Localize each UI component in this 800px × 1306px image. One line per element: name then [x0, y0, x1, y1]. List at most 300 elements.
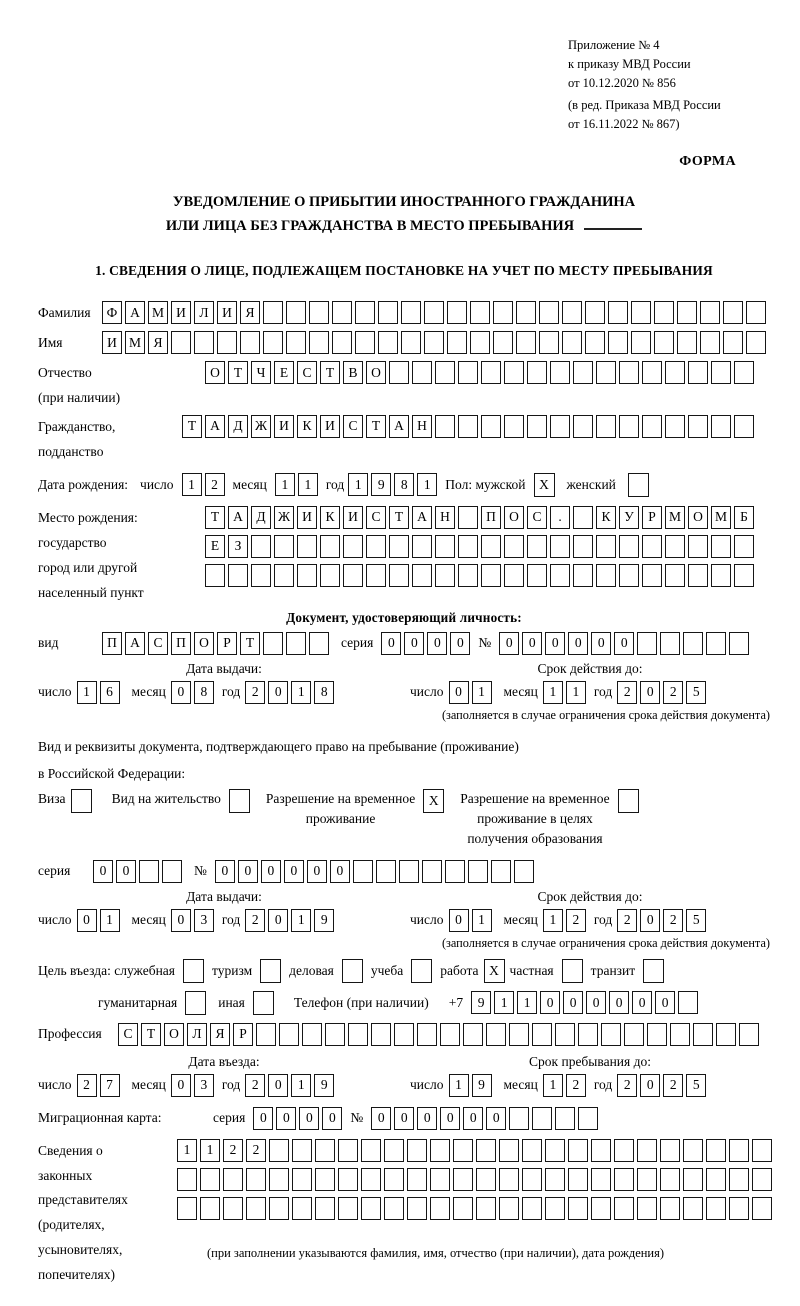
- char-cell[interactable]: [269, 1139, 289, 1162]
- char-cell[interactable]: [596, 564, 616, 587]
- char-cell[interactable]: 0: [640, 681, 660, 704]
- char-cell[interactable]: [527, 361, 547, 384]
- char-cell[interactable]: 0: [381, 632, 401, 655]
- char-cell[interactable]: [591, 1197, 611, 1220]
- char-cell[interactable]: [637, 1139, 657, 1162]
- char-cell[interactable]: [309, 632, 329, 655]
- char-cell[interactable]: 2: [617, 909, 637, 932]
- char-cell[interactable]: [723, 331, 743, 354]
- char-cell[interactable]: 0: [77, 909, 97, 932]
- char-cell[interactable]: [292, 1168, 312, 1191]
- char-cell[interactable]: [532, 1023, 552, 1046]
- char-cell[interactable]: [504, 535, 524, 558]
- char-cell[interactable]: [256, 1023, 276, 1046]
- char-cell[interactable]: [578, 1023, 598, 1046]
- char-cell[interactable]: [320, 535, 340, 558]
- char-cell[interactable]: П: [102, 632, 122, 655]
- char-cell[interactable]: [665, 415, 685, 438]
- char-cell[interactable]: [274, 564, 294, 587]
- char-cell[interactable]: Д: [228, 415, 248, 438]
- char-cell[interactable]: К: [320, 506, 340, 529]
- char-cell[interactable]: [177, 1197, 197, 1220]
- char-cell[interactable]: [716, 1023, 736, 1046]
- res-issue-year-cells[interactable]: [245, 909, 334, 932]
- char-cell[interactable]: А: [125, 301, 145, 324]
- char-cell[interactable]: [412, 535, 432, 558]
- char-cell[interactable]: [499, 1168, 519, 1191]
- char-cell[interactable]: [205, 564, 225, 587]
- char-cell[interactable]: Ч: [251, 361, 271, 384]
- char-cell[interactable]: О: [164, 1023, 184, 1046]
- char-cell[interactable]: [642, 564, 662, 587]
- doc-valid-month-cells[interactable]: [543, 681, 586, 704]
- char-cell[interactable]: [470, 331, 490, 354]
- char-cell[interactable]: [670, 1023, 690, 1046]
- char-cell[interactable]: [614, 1168, 634, 1191]
- char-cell[interactable]: [665, 564, 685, 587]
- char-cell[interactable]: 0: [563, 991, 583, 1014]
- char-cell[interactable]: [217, 331, 237, 354]
- char-cell[interactable]: [435, 361, 455, 384]
- char-cell[interactable]: 0: [568, 632, 588, 655]
- char-cell[interactable]: 1: [543, 681, 563, 704]
- char-cell[interactable]: [527, 535, 547, 558]
- char-cell[interactable]: [486, 1023, 506, 1046]
- purpose-humanitarian-checkbox[interactable]: [185, 991, 206, 1015]
- char-cell[interactable]: Я: [210, 1023, 230, 1046]
- char-cell[interactable]: И: [102, 331, 122, 354]
- char-cell[interactable]: [550, 564, 570, 587]
- char-cell[interactable]: [591, 1168, 611, 1191]
- char-cell[interactable]: [504, 415, 524, 438]
- char-cell[interactable]: О: [205, 361, 225, 384]
- char-cell[interactable]: У: [619, 506, 639, 529]
- char-cell[interactable]: 0: [268, 681, 288, 704]
- char-cell[interactable]: Е: [205, 535, 225, 558]
- char-cell[interactable]: [752, 1139, 772, 1162]
- char-cell[interactable]: 1: [77, 681, 97, 704]
- char-cell[interactable]: 0: [238, 860, 258, 883]
- char-cell[interactable]: [545, 1168, 565, 1191]
- char-cell[interactable]: [585, 331, 605, 354]
- char-cell[interactable]: [660, 632, 680, 655]
- char-cell[interactable]: 0: [261, 860, 281, 883]
- char-cell[interactable]: М: [665, 506, 685, 529]
- char-cell[interactable]: [752, 1197, 772, 1220]
- char-cell[interactable]: [596, 361, 616, 384]
- char-cell[interactable]: [274, 535, 294, 558]
- char-cell[interactable]: 0: [116, 860, 136, 883]
- char-cell[interactable]: К: [596, 506, 616, 529]
- char-cell[interactable]: [162, 860, 182, 883]
- char-cell[interactable]: [343, 564, 363, 587]
- char-cell[interactable]: Д: [251, 506, 271, 529]
- char-cell[interactable]: [468, 860, 488, 883]
- char-cell[interactable]: Н: [435, 506, 455, 529]
- char-cell[interactable]: [435, 415, 455, 438]
- char-cell[interactable]: [608, 331, 628, 354]
- char-cell[interactable]: [711, 564, 731, 587]
- birthplace-cells-row2[interactable]: [205, 535, 754, 558]
- char-cell[interactable]: [516, 301, 536, 324]
- char-cell[interactable]: [223, 1168, 243, 1191]
- char-cell[interactable]: [678, 991, 698, 1014]
- char-cell[interactable]: [654, 301, 674, 324]
- stay-year-cells[interactable]: [617, 1074, 706, 1097]
- char-cell[interactable]: [286, 301, 306, 324]
- doc-issue-month-cells[interactable]: [171, 681, 214, 704]
- char-cell[interactable]: [573, 564, 593, 587]
- res-issue-day-cells[interactable]: [77, 909, 120, 932]
- char-cell[interactable]: [711, 415, 731, 438]
- char-cell[interactable]: [407, 1168, 427, 1191]
- char-cell[interactable]: [729, 1139, 749, 1162]
- char-cell[interactable]: [343, 535, 363, 558]
- rvp-checkbox[interactable]: X: [423, 789, 444, 813]
- char-cell[interactable]: [631, 331, 651, 354]
- char-cell[interactable]: [292, 1139, 312, 1162]
- char-cell[interactable]: [194, 331, 214, 354]
- sex-female-checkbox[interactable]: [628, 473, 649, 497]
- char-cell[interactable]: Н: [412, 415, 432, 438]
- char-cell[interactable]: [522, 1139, 542, 1162]
- char-cell[interactable]: 1: [417, 473, 437, 496]
- char-cell[interactable]: [596, 415, 616, 438]
- char-cell[interactable]: [545, 1139, 565, 1162]
- char-cell[interactable]: 0: [404, 632, 424, 655]
- char-cell[interactable]: Ф: [102, 301, 122, 324]
- char-cell[interactable]: 8: [394, 473, 414, 496]
- char-cell[interactable]: З: [228, 535, 248, 558]
- char-cell[interactable]: [453, 1139, 473, 1162]
- char-cell[interactable]: 0: [632, 991, 652, 1014]
- char-cell[interactable]: [292, 1197, 312, 1220]
- stay-day-cells[interactable]: [449, 1074, 492, 1097]
- purpose-transit-checkbox[interactable]: [643, 959, 664, 983]
- char-cell[interactable]: 1: [348, 473, 368, 496]
- char-cell[interactable]: С: [118, 1023, 138, 1046]
- char-cell[interactable]: 0: [449, 909, 469, 932]
- char-cell[interactable]: [447, 301, 467, 324]
- char-cell[interactable]: [660, 1197, 680, 1220]
- doc-kind-cells[interactable]: [102, 632, 329, 655]
- char-cell[interactable]: [309, 301, 329, 324]
- char-cell[interactable]: [550, 361, 570, 384]
- char-cell[interactable]: [315, 1168, 335, 1191]
- char-cell[interactable]: 2: [246, 1139, 266, 1162]
- char-cell[interactable]: О: [366, 361, 386, 384]
- char-cell[interactable]: [739, 1023, 759, 1046]
- char-cell[interactable]: [746, 301, 766, 324]
- char-cell[interactable]: [619, 564, 639, 587]
- char-cell[interactable]: 6: [100, 681, 120, 704]
- char-cell[interactable]: [723, 301, 743, 324]
- char-cell[interactable]: 2: [663, 681, 683, 704]
- char-cell[interactable]: [430, 1197, 450, 1220]
- char-cell[interactable]: [706, 1168, 726, 1191]
- char-cell[interactable]: 0: [586, 991, 606, 1014]
- char-cell[interactable]: .: [550, 506, 570, 529]
- entry-day-cells[interactable]: [77, 1074, 120, 1097]
- char-cell[interactable]: А: [389, 415, 409, 438]
- char-cell[interactable]: 9: [471, 991, 491, 1014]
- char-cell[interactable]: [683, 1139, 703, 1162]
- char-cell[interactable]: 0: [449, 681, 469, 704]
- char-cell[interactable]: 1: [177, 1139, 197, 1162]
- mig-series-cells[interactable]: [253, 1107, 342, 1130]
- char-cell[interactable]: [522, 1168, 542, 1191]
- char-cell[interactable]: [458, 361, 478, 384]
- char-cell[interactable]: [665, 361, 685, 384]
- char-cell[interactable]: 1: [291, 1074, 311, 1097]
- char-cell[interactable]: [297, 564, 317, 587]
- char-cell[interactable]: 0: [268, 909, 288, 932]
- char-cell[interactable]: 1: [275, 473, 295, 496]
- phone-cells[interactable]: [471, 991, 698, 1014]
- char-cell[interactable]: [378, 331, 398, 354]
- char-cell[interactable]: М: [711, 506, 731, 529]
- char-cell[interactable]: [338, 1139, 358, 1162]
- char-cell[interactable]: 0: [591, 632, 611, 655]
- char-cell[interactable]: С: [148, 632, 168, 655]
- rvp-education-checkbox[interactable]: [618, 789, 639, 813]
- char-cell[interactable]: [706, 1197, 726, 1220]
- char-cell[interactable]: О: [194, 632, 214, 655]
- char-cell[interactable]: 0: [655, 991, 675, 1014]
- purpose-work-checkbox[interactable]: X: [484, 959, 505, 983]
- char-cell[interactable]: Т: [141, 1023, 161, 1046]
- char-cell[interactable]: [562, 301, 582, 324]
- char-cell[interactable]: 0: [268, 1074, 288, 1097]
- char-cell[interactable]: [315, 1197, 335, 1220]
- char-cell[interactable]: [706, 1139, 726, 1162]
- char-cell[interactable]: [591, 1139, 611, 1162]
- purpose-business-checkbox[interactable]: [342, 959, 363, 983]
- char-cell[interactable]: [555, 1107, 575, 1130]
- char-cell[interactable]: К: [297, 415, 317, 438]
- char-cell[interactable]: [493, 331, 513, 354]
- char-cell[interactable]: И: [297, 506, 317, 529]
- char-cell[interactable]: 5: [686, 681, 706, 704]
- doc-valid-day-cells[interactable]: [449, 681, 492, 704]
- char-cell[interactable]: [624, 1023, 644, 1046]
- char-cell[interactable]: [562, 331, 582, 354]
- char-cell[interactable]: [338, 1168, 358, 1191]
- char-cell[interactable]: [700, 331, 720, 354]
- char-cell[interactable]: [371, 1023, 391, 1046]
- char-cell[interactable]: 8: [314, 681, 334, 704]
- legal-reps-cells-row3[interactable]: [177, 1197, 772, 1220]
- legal-reps-cells-row1[interactable]: [177, 1139, 772, 1162]
- char-cell[interactable]: С: [527, 506, 547, 529]
- char-cell[interactable]: 0: [417, 1107, 437, 1130]
- char-cell[interactable]: 5: [686, 909, 706, 932]
- char-cell[interactable]: [332, 301, 352, 324]
- char-cell[interactable]: [734, 415, 754, 438]
- char-cell[interactable]: Я: [148, 331, 168, 354]
- purpose-study-checkbox[interactable]: [411, 959, 432, 983]
- char-cell[interactable]: И: [320, 415, 340, 438]
- char-cell[interactable]: [302, 1023, 322, 1046]
- char-cell[interactable]: С: [343, 415, 363, 438]
- char-cell[interactable]: А: [412, 506, 432, 529]
- char-cell[interactable]: [470, 301, 490, 324]
- purpose-other-checkbox[interactable]: [253, 991, 274, 1015]
- char-cell[interactable]: Т: [389, 506, 409, 529]
- char-cell[interactable]: Е: [274, 361, 294, 384]
- mig-number-cells[interactable]: [371, 1107, 598, 1130]
- char-cell[interactable]: [338, 1197, 358, 1220]
- char-cell[interactable]: [279, 1023, 299, 1046]
- char-cell[interactable]: [286, 331, 306, 354]
- citizenship-cells[interactable]: [182, 415, 754, 438]
- char-cell[interactable]: [200, 1197, 220, 1220]
- char-cell[interactable]: Т: [182, 415, 202, 438]
- char-cell[interactable]: 0: [371, 1107, 391, 1130]
- char-cell[interactable]: 0: [522, 632, 542, 655]
- char-cell[interactable]: [361, 1168, 381, 1191]
- char-cell[interactable]: [376, 860, 396, 883]
- char-cell[interactable]: 2: [663, 909, 683, 932]
- char-cell[interactable]: [504, 564, 524, 587]
- char-cell[interactable]: [263, 301, 283, 324]
- doc-series-cells[interactable]: [381, 632, 470, 655]
- char-cell[interactable]: [688, 361, 708, 384]
- char-cell[interactable]: 0: [540, 991, 560, 1014]
- char-cell[interactable]: 2: [223, 1139, 243, 1162]
- birth-month-cells[interactable]: [275, 473, 318, 496]
- char-cell[interactable]: [734, 361, 754, 384]
- givenname-cells[interactable]: [102, 331, 766, 354]
- char-cell[interactable]: [139, 860, 159, 883]
- char-cell[interactable]: [384, 1168, 404, 1191]
- char-cell[interactable]: [706, 632, 726, 655]
- char-cell[interactable]: 0: [427, 632, 447, 655]
- char-cell[interactable]: Т: [228, 361, 248, 384]
- char-cell[interactable]: [200, 1168, 220, 1191]
- char-cell[interactable]: [171, 331, 191, 354]
- char-cell[interactable]: [453, 1197, 473, 1220]
- char-cell[interactable]: [601, 1023, 621, 1046]
- char-cell[interactable]: Т: [240, 632, 260, 655]
- char-cell[interactable]: 1: [543, 909, 563, 932]
- char-cell[interactable]: Т: [205, 506, 225, 529]
- char-cell[interactable]: [585, 301, 605, 324]
- char-cell[interactable]: [355, 331, 375, 354]
- char-cell[interactable]: [660, 1168, 680, 1191]
- char-cell[interactable]: [378, 301, 398, 324]
- char-cell[interactable]: 0: [545, 632, 565, 655]
- char-cell[interactable]: [412, 564, 432, 587]
- char-cell[interactable]: [458, 415, 478, 438]
- char-cell[interactable]: [711, 361, 731, 384]
- char-cell[interactable]: [642, 415, 662, 438]
- char-cell[interactable]: 0: [499, 632, 519, 655]
- char-cell[interactable]: [384, 1197, 404, 1220]
- char-cell[interactable]: [642, 535, 662, 558]
- char-cell[interactable]: 1: [494, 991, 514, 1014]
- char-cell[interactable]: [683, 632, 703, 655]
- char-cell[interactable]: [700, 301, 720, 324]
- char-cell[interactable]: 0: [171, 681, 191, 704]
- char-cell[interactable]: [476, 1139, 496, 1162]
- char-cell[interactable]: [332, 331, 352, 354]
- char-cell[interactable]: [440, 1023, 460, 1046]
- char-cell[interactable]: Ж: [274, 506, 294, 529]
- char-cell[interactable]: [366, 535, 386, 558]
- char-cell[interactable]: [637, 632, 657, 655]
- char-cell[interactable]: [527, 564, 547, 587]
- char-cell[interactable]: [320, 564, 340, 587]
- char-cell[interactable]: [729, 632, 749, 655]
- char-cell[interactable]: 9: [472, 1074, 492, 1097]
- char-cell[interactable]: [430, 1139, 450, 1162]
- char-cell[interactable]: [251, 564, 271, 587]
- char-cell[interactable]: [417, 1023, 437, 1046]
- char-cell[interactable]: 1: [517, 991, 537, 1014]
- char-cell[interactable]: [263, 632, 283, 655]
- char-cell[interactable]: [286, 632, 306, 655]
- char-cell[interactable]: 7: [100, 1074, 120, 1097]
- char-cell[interactable]: [637, 1197, 657, 1220]
- char-cell[interactable]: 0: [609, 991, 629, 1014]
- res-valid-year-cells[interactable]: [617, 909, 706, 932]
- char-cell[interactable]: [619, 535, 639, 558]
- patronymic-cells[interactable]: [205, 361, 754, 384]
- char-cell[interactable]: 0: [93, 860, 113, 883]
- char-cell[interactable]: 2: [245, 909, 265, 932]
- sex-male-checkbox[interactable]: X: [534, 473, 555, 497]
- char-cell[interactable]: [361, 1139, 381, 1162]
- char-cell[interactable]: 1: [200, 1139, 220, 1162]
- char-cell[interactable]: 0: [450, 632, 470, 655]
- doc-issue-year-cells[interactable]: [245, 681, 334, 704]
- char-cell[interactable]: [568, 1139, 588, 1162]
- char-cell[interactable]: 2: [617, 681, 637, 704]
- char-cell[interactable]: [407, 1139, 427, 1162]
- char-cell[interactable]: А: [125, 632, 145, 655]
- char-cell[interactable]: 1: [182, 473, 202, 496]
- birth-year-cells[interactable]: [348, 473, 437, 496]
- char-cell[interactable]: [522, 1197, 542, 1220]
- char-cell[interactable]: [660, 1139, 680, 1162]
- char-cell[interactable]: [729, 1197, 749, 1220]
- res-issue-month-cells[interactable]: [171, 909, 214, 932]
- char-cell[interactable]: [389, 564, 409, 587]
- res-series-cells[interactable]: [93, 860, 182, 883]
- char-cell[interactable]: [366, 564, 386, 587]
- char-cell[interactable]: [355, 301, 375, 324]
- residence-permit-checkbox[interactable]: [229, 789, 250, 813]
- char-cell[interactable]: [401, 301, 421, 324]
- char-cell[interactable]: А: [228, 506, 248, 529]
- char-cell[interactable]: 0: [640, 1074, 660, 1097]
- char-cell[interactable]: [481, 361, 501, 384]
- birth-day-cells[interactable]: [182, 473, 225, 496]
- char-cell[interactable]: [573, 506, 593, 529]
- char-cell[interactable]: И: [274, 415, 294, 438]
- char-cell[interactable]: [688, 564, 708, 587]
- char-cell[interactable]: [568, 1168, 588, 1191]
- char-cell[interactable]: П: [481, 506, 501, 529]
- char-cell[interactable]: 0: [463, 1107, 483, 1130]
- char-cell[interactable]: [353, 860, 373, 883]
- char-cell[interactable]: [394, 1023, 414, 1046]
- char-cell[interactable]: Р: [642, 506, 662, 529]
- char-cell[interactable]: [573, 415, 593, 438]
- char-cell[interactable]: [573, 361, 593, 384]
- char-cell[interactable]: 2: [245, 681, 265, 704]
